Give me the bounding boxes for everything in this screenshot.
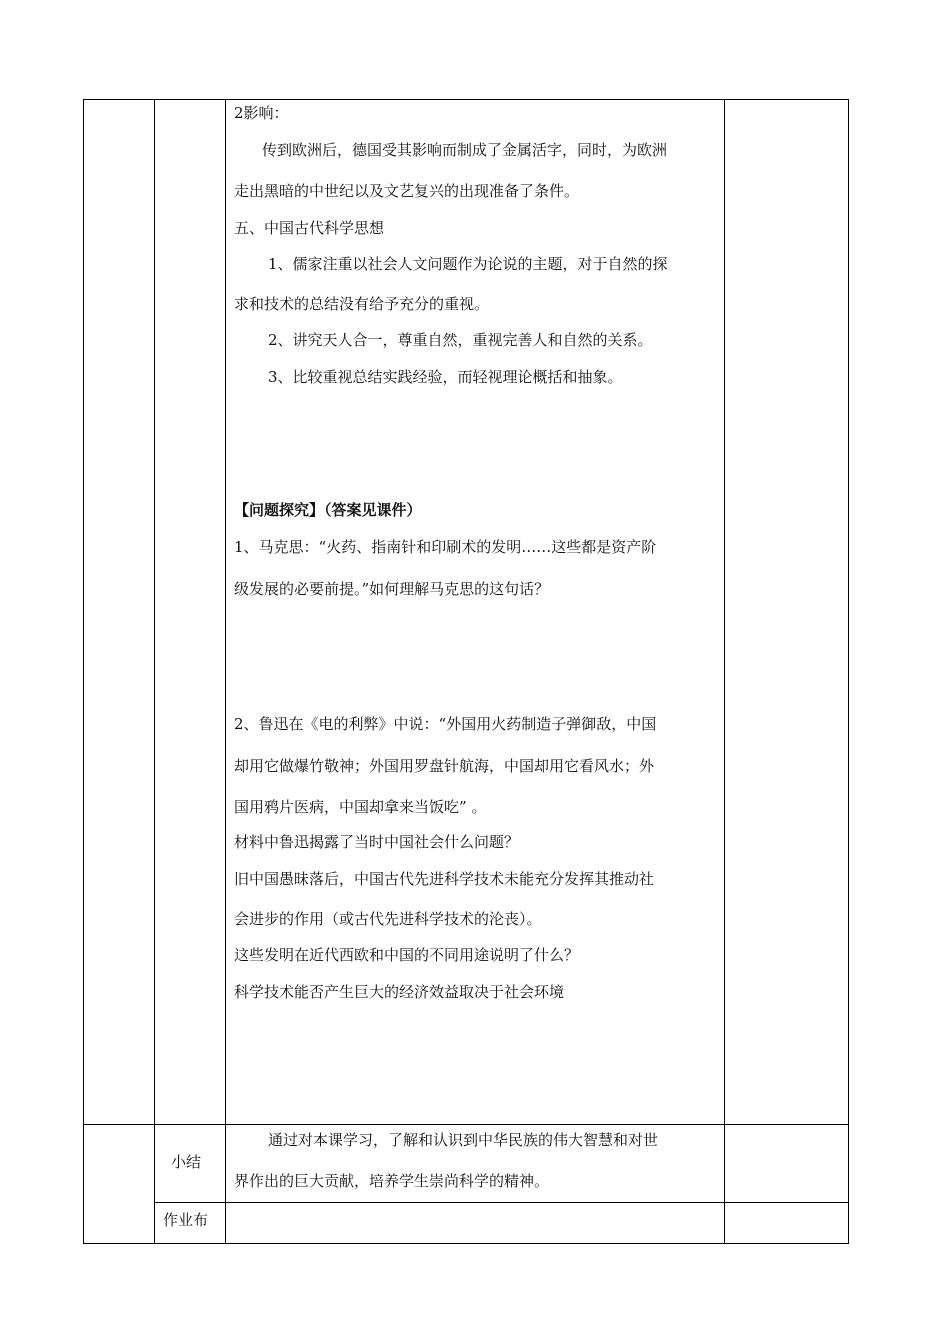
question-2-line-1: 2、鲁迅在《电的利弊》中说：“外国用火药制造子弹御敌，中国 — [234, 715, 657, 733]
homework-label: 作业布 — [163, 1211, 209, 1229]
question-2-line-2: 却用它做爆竹敬神；外国用罗盘针航海，中国却用它看风水；外 — [234, 757, 655, 775]
column-divider-3 — [724, 99, 725, 1244]
table-border-left — [83, 99, 84, 1244]
column-divider-1 — [154, 99, 155, 1244]
answer-1-line-1: 旧中国愚昧落后，中国古代先进科学技术未能充分发挥其推动社 — [234, 870, 655, 888]
summary-label: 小结 — [171, 1153, 202, 1171]
point-1-line-1: 1、儒家注重以社会人文问题作为论说的主题，对于自然的探 — [268, 255, 668, 273]
impact-text-line-1: 传到欧洲后，德国受其影响而制成了金属活字，同时，为欧洲 — [262, 141, 668, 159]
question-1-line-1: 1、马克思：“火药、指南针和印刷术的发明……这些都是资产阶 — [234, 538, 657, 556]
table-border-right — [848, 99, 849, 1244]
row-divider-1 — [83, 1124, 849, 1125]
point-3: 3、比较重视总结实践经验，而轻视理论概括和抽象。 — [268, 368, 623, 386]
answer-2: 科学技术能否产生巨大的经济效益取决于社会环境 — [234, 983, 565, 1001]
impact-text-line-2: 走出黑暗的中世纪以及文艺复兴的出现准备了条件。 — [234, 182, 580, 200]
table-border-top — [83, 99, 849, 100]
row-divider-2 — [154, 1202, 849, 1203]
inquiry-heading: 【问题探究】（答案见课件） — [234, 501, 422, 519]
summary-text-line-1: 通过对本课学习，了解和认识到中华民族的伟大智慧和对世 — [268, 1131, 659, 1149]
sub-question-2: 这些发明在近代西欧和中国的不同用途说明了什么？ — [234, 946, 580, 964]
point-2: 2、讲究天人合一，尊重自然，重视完善人和自然的关系。 — [268, 331, 653, 349]
answer-1-line-2: 会进步的作用（或古代先进科学技术的沦丧）。 — [234, 910, 542, 928]
table-border-bottom — [83, 1243, 849, 1244]
point-1-line-2: 求和技术的总结没有给予充分的重视。 — [234, 295, 490, 313]
column-divider-2 — [225, 99, 226, 1244]
question-1-line-2: 级发展的必要前提。”如何理解马克思的这句话？ — [234, 580, 550, 598]
impact-heading: 2影响： — [234, 104, 289, 122]
question-2-line-3: 国用鸦片医病，中国却拿来当饭吃” 。 — [234, 798, 487, 816]
sub-question-1: 材料中鲁迅揭露了当时中国社会什么问题？ — [234, 833, 520, 851]
section-five-heading: 五、中国古代科学思想 — [234, 219, 385, 237]
summary-text-line-2: 界作出的巨大贡献，培养学生崇尚科学的精神。 — [234, 1172, 550, 1190]
